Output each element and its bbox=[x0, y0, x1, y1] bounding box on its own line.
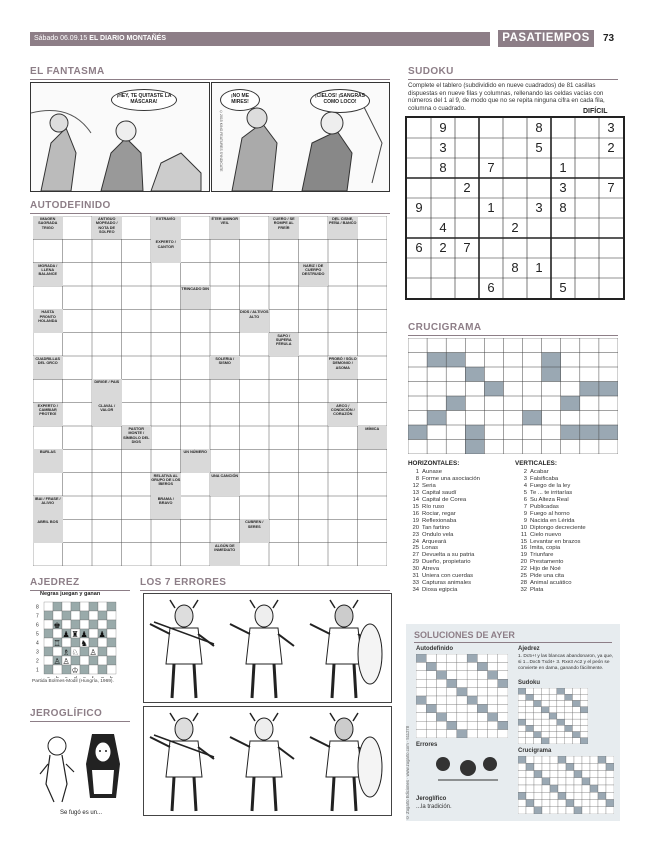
clue-number: 19 bbox=[520, 552, 527, 559]
chess-file-label bbox=[92, 676, 94, 678]
shield bbox=[358, 737, 382, 797]
fantasma-rule bbox=[30, 79, 390, 80]
autodefinido-clue-cell: DEL CISNE, PEÑA / BANCO bbox=[328, 216, 358, 239]
clue-text: Diosa egipcia bbox=[422, 587, 458, 594]
autodefinido-clue-cell: ALGÚN DE INMEDIATO bbox=[210, 543, 240, 566]
clue-item bbox=[512, 504, 622, 511]
sudoku-given-cell: 2 bbox=[463, 180, 471, 195]
clue-text: Rociar, regar bbox=[422, 510, 456, 517]
sudoku-board bbox=[405, 116, 625, 300]
sol-ajedrez-title: Ajedrez bbox=[518, 646, 540, 652]
sol-errores-drawing bbox=[428, 750, 508, 786]
chess-piece: ♜ bbox=[71, 630, 79, 639]
chess-rank-label: 4 bbox=[36, 640, 39, 647]
clue-item bbox=[512, 587, 622, 594]
sudoku-given-cell: 7 bbox=[607, 180, 615, 195]
comic-panel-2 bbox=[211, 82, 390, 192]
sol-errores-title: Errores bbox=[416, 742, 438, 748]
knight-figure bbox=[230, 600, 294, 698]
clue-number: 20 bbox=[412, 524, 419, 531]
sudoku-given-cell: 7 bbox=[487, 160, 495, 175]
siete-errores-title: LOS 7 ERRORES bbox=[140, 577, 227, 588]
clue-item bbox=[404, 511, 512, 518]
clue-text: Animal acuático bbox=[530, 580, 572, 587]
sudoku-given-cell: 1 bbox=[559, 160, 567, 175]
sol-autodefinido-grid bbox=[416, 654, 508, 738]
clue-text: Cielo nuevo bbox=[530, 531, 562, 538]
clue-item bbox=[404, 483, 512, 490]
clue-number: 30 bbox=[412, 566, 419, 573]
sol-sudoku-grid bbox=[518, 688, 588, 744]
jeroglifico-drawing bbox=[32, 724, 128, 808]
sudoku-given-cell: 3 bbox=[559, 180, 567, 195]
sol-sudoku-title: Sudoku bbox=[518, 680, 540, 686]
clue-text: Fuego de la ley bbox=[530, 482, 571, 489]
sudoku-instructions: Complete el tablero (subdividido en nueve cuadrados) de 81 casillas dispuestas en nueve filas y columnas, rellenando las celdas vacías con números del 1 al 9, de modo que no se repita ninguna cifra en cada fila, columna o cuadrado. bbox=[408, 82, 605, 112]
sol-autodefinido-title: Autodefinido bbox=[416, 646, 453, 652]
autodefinido-clue-cell: MORADA / LLENA BALANCE bbox=[33, 263, 63, 286]
knights-drawing-top bbox=[144, 594, 391, 702]
verticales-heading: VERTICALES: bbox=[515, 460, 557, 467]
sol-jeroglifico-text: ...la tradición. bbox=[416, 804, 452, 810]
autodefinido-clue-cell: ANTIGUO MOPEADO / NOTA DE SOLFEO bbox=[92, 216, 122, 239]
jeroglifico-rule bbox=[30, 721, 130, 722]
clue-number: 11 bbox=[520, 531, 527, 538]
clue-text: Uniera con cuerdas bbox=[422, 573, 474, 580]
chess-file-label bbox=[65, 676, 68, 678]
chess-piece: ♚ bbox=[53, 621, 61, 630]
clue-text: Plata bbox=[530, 587, 544, 594]
clue-item bbox=[512, 532, 622, 539]
chess-piece: ♙ bbox=[89, 648, 97, 657]
autodefinido-clue-cell: EXPERTO / CAMBIAR PROTEGÍ bbox=[33, 403, 63, 426]
crucigrama-rule bbox=[408, 335, 618, 336]
clue-item bbox=[404, 539, 512, 546]
chess-piece: ♔ bbox=[71, 666, 79, 675]
clue-number: 9 bbox=[523, 517, 527, 524]
clue-number: 16 bbox=[412, 510, 419, 517]
clue-text: Río ruso bbox=[422, 503, 445, 510]
clue-item bbox=[404, 580, 512, 587]
clue-text: Levantar en brazos bbox=[530, 538, 581, 545]
clue-number: 8 bbox=[415, 475, 419, 482]
chess-piece: ♗ bbox=[62, 648, 70, 657]
clue-text: Diptongo decreciente bbox=[530, 524, 586, 531]
clue-item bbox=[404, 532, 512, 539]
header-date: Sábado 06.09.15 bbox=[34, 35, 88, 42]
comic-credits: ©2015 KING FEATURES SYNDICATE bbox=[219, 110, 223, 172]
clue-text: Capturas animales bbox=[422, 580, 472, 587]
crucigrama-grid bbox=[408, 338, 618, 454]
ajedrez-title: AJEDREZ bbox=[30, 577, 80, 588]
clue-number: 1 bbox=[415, 469, 419, 475]
autodefinido-clue-cell: BRAMA / BRAVO bbox=[151, 496, 181, 519]
clue-text: Triunfare bbox=[530, 552, 554, 559]
knight-figure bbox=[150, 600, 214, 698]
autodefinido-clue-cell: SOLERIA / SISMO bbox=[210, 356, 240, 379]
chess-piece: ♟ bbox=[80, 630, 88, 639]
clue-text: Pide una cita bbox=[530, 573, 565, 580]
sol-crucigrama-grid-svg bbox=[518, 756, 614, 814]
section-title: PASATIEMPOS bbox=[498, 30, 594, 47]
autodefinido-clue-cell: MÍMICA bbox=[358, 426, 388, 449]
autodefinido-clue-cell: CLAVAL / VALOR bbox=[92, 403, 122, 426]
clue-text: Devuelta a su patria bbox=[422, 552, 475, 559]
sol-autodefinido-grid-svg bbox=[416, 654, 508, 738]
autodefinido-title: AUTODEFINIDO bbox=[30, 200, 111, 211]
sudoku-given-cell: 3 bbox=[439, 140, 447, 155]
horizontales-list bbox=[404, 469, 512, 594]
clue-number: 27 bbox=[412, 552, 419, 559]
clue-text: Publicadas bbox=[530, 503, 559, 510]
autodefinido-clue-cell: TRINCADO DIN bbox=[181, 286, 211, 309]
clue-item bbox=[512, 573, 622, 580]
sudoku-given-cell: 8 bbox=[439, 160, 447, 175]
clue-number: 6 bbox=[523, 496, 527, 503]
ajedrez-caption-top: Negras juegan y ganan bbox=[40, 591, 101, 597]
sudoku-given-cell: 6 bbox=[487, 280, 495, 295]
clue-number: 24 bbox=[412, 538, 419, 545]
autodefinido-clue-cell: SAPO / SUPERA FÉRULA bbox=[269, 333, 299, 356]
knight-figure bbox=[150, 713, 214, 811]
clue-number: 23 bbox=[412, 531, 419, 538]
autodefinido-clue-cell: PASTOR MONTE / SÍMBOLO DEL DIOS bbox=[122, 426, 152, 449]
clue-text: Hijo de Noé bbox=[530, 566, 561, 573]
clue-text: Dueño, propietario bbox=[422, 559, 471, 566]
sol-vertical-credit: © Zugarto Ediciones · www.zugarto.com · 511278 bbox=[405, 725, 410, 820]
clue-item bbox=[512, 559, 622, 566]
chess-board-svg bbox=[32, 598, 128, 678]
clue-number: 15 bbox=[412, 503, 419, 510]
autodefinido-clue-cell: EXTRAVÍO bbox=[151, 216, 181, 239]
autodefinido-clue-cell: EXPERTO / CANTOR bbox=[151, 239, 181, 262]
clue-number: 32 bbox=[520, 587, 527, 594]
errores-image-top bbox=[143, 593, 392, 703]
chess-piece: ♞ bbox=[80, 639, 88, 648]
sol-jeroglifico-title: Jeroglífico bbox=[416, 796, 447, 802]
chess-piece: ♖ bbox=[53, 639, 61, 648]
chess-rank-label: 2 bbox=[36, 658, 39, 665]
clue-text: Capital de Corea bbox=[422, 496, 467, 503]
clue-item bbox=[404, 559, 512, 566]
chess-board bbox=[32, 598, 128, 678]
chess-piece: ♟ bbox=[98, 630, 106, 639]
clue-text: Acabar bbox=[530, 469, 549, 475]
sol-sudoku-grid-svg bbox=[518, 688, 588, 744]
clue-item bbox=[404, 566, 512, 573]
sudoku-given-cell: 8 bbox=[535, 120, 543, 135]
clue-number: 33 bbox=[412, 580, 419, 587]
clue-number: 31 bbox=[412, 573, 419, 580]
autodefinido-clue-cell: ÉTER AMINOR VEIL bbox=[210, 216, 240, 239]
autodefinido-clue-cell: NARIZ / DE CUERPO DESTRUIDO bbox=[299, 263, 329, 286]
sudoku-rule bbox=[408, 79, 618, 80]
siete-errores-rule bbox=[140, 590, 390, 591]
autodefinido-clue-cell: CUBREN / SERES bbox=[240, 519, 270, 542]
clue-text: Ondulo vela bbox=[422, 531, 454, 538]
clue-text: Capital saudí bbox=[422, 489, 457, 496]
comic-panel-1 bbox=[30, 82, 210, 192]
soluciones-rule bbox=[414, 642, 612, 643]
autodefinido-clue-cell: CUERO / SE ROMPE AL FREÍR bbox=[269, 216, 299, 239]
fantasma-title: EL FANTASMA bbox=[30, 66, 105, 77]
header-newspaper: EL DIARIO MONTAÑÉS bbox=[89, 35, 167, 42]
clue-text: Tan fartino bbox=[422, 524, 450, 531]
clue-number: 7 bbox=[523, 503, 527, 510]
clue-item bbox=[512, 497, 622, 504]
page-header-bar bbox=[30, 32, 490, 46]
chess-file-label bbox=[56, 676, 59, 678]
page-number: 73 bbox=[603, 33, 615, 44]
sudoku-given-cell: 6 bbox=[415, 240, 423, 255]
autodefinido-grid bbox=[33, 216, 387, 566]
sudoku-difficulty: DIFÍCIL bbox=[583, 108, 608, 115]
clue-item bbox=[512, 490, 622, 497]
clue-number: 34 bbox=[412, 587, 419, 594]
jeroglifico-title: JEROGLÍFICO bbox=[30, 708, 103, 719]
clue-number: 4 bbox=[523, 482, 527, 489]
knights-drawing-bottom bbox=[144, 707, 391, 815]
clue-item bbox=[404, 504, 512, 511]
clue-item bbox=[512, 539, 622, 546]
clue-item bbox=[404, 525, 512, 532]
clue-item bbox=[404, 573, 512, 580]
chess-rank-label: 6 bbox=[36, 622, 39, 629]
shield bbox=[358, 624, 382, 684]
clue-number: 13 bbox=[412, 489, 419, 496]
sudoku-given-cell: 5 bbox=[535, 140, 543, 155]
sudoku-given-cell: 3 bbox=[535, 200, 543, 215]
clue-text: Imita, copia bbox=[530, 545, 561, 552]
autodefinido-clue-cell: IMAGEN SAGRADA TRIGO bbox=[33, 216, 63, 239]
clue-item bbox=[512, 552, 622, 559]
clue-number: 22 bbox=[520, 566, 527, 573]
clue-item bbox=[512, 580, 622, 587]
clue-text: Reflexionaba bbox=[422, 517, 457, 524]
sol-crucigrama-title: Crucigrama bbox=[518, 748, 552, 754]
clue-text: Su Alteza Real bbox=[530, 496, 569, 503]
clue-text: Prestamento bbox=[530, 559, 564, 566]
clue-number: 19 bbox=[412, 517, 419, 524]
clue-text: Te ... te irritarías bbox=[530, 489, 573, 496]
clue-text: Seria bbox=[422, 482, 436, 489]
chess-file-label bbox=[74, 676, 77, 678]
sudoku-given-cell: 2 bbox=[439, 240, 447, 255]
horizontales-heading: HORIZONTALES: bbox=[408, 460, 460, 467]
sudoku-given-cell: 9 bbox=[415, 200, 423, 215]
clue-item bbox=[404, 469, 512, 476]
sudoku-given-cell: 7 bbox=[463, 240, 471, 255]
clue-number: 3 bbox=[523, 475, 527, 482]
clue-text: Fuego al horno bbox=[530, 510, 570, 517]
clue-item bbox=[404, 497, 512, 504]
clue-item bbox=[512, 525, 622, 532]
sudoku-given-cell: 9 bbox=[439, 120, 447, 135]
verticales-list bbox=[512, 469, 622, 594]
clue-item bbox=[404, 545, 512, 552]
clue-number: 12 bbox=[412, 482, 419, 489]
clue-item bbox=[404, 587, 512, 594]
clue-item bbox=[512, 483, 622, 490]
sudoku-given-cell: 8 bbox=[511, 260, 519, 275]
sudoku-title: SUDOKU bbox=[408, 66, 454, 77]
chess-file-label bbox=[83, 676, 86, 678]
clue-text: Aunase bbox=[422, 469, 442, 475]
autodefinido-clue-cell: HASTA PRONTO HOLANDA bbox=[33, 309, 63, 332]
clue-text: Nacida en Lérida bbox=[530, 517, 575, 524]
autodefinido-clue-cell: PROBÓ / SÓLO DEMONIO / ASOMA bbox=[328, 356, 358, 379]
autodefinido-clue-cell: DIOS / ALTIVOS ALTO bbox=[240, 309, 270, 332]
chess-rank-label: 3 bbox=[36, 649, 39, 656]
clue-number: 29 bbox=[412, 559, 419, 566]
chess-piece: ♙ bbox=[62, 657, 70, 666]
autodefinido-clue-cell: CUADRILLAS DEL ORCO bbox=[33, 356, 63, 379]
clue-number: 9 bbox=[523, 510, 527, 517]
sol-crucigrama-grid bbox=[518, 756, 614, 814]
clue-number: 25 bbox=[520, 573, 527, 580]
clue-number: 15 bbox=[520, 538, 527, 545]
clue-number: 14 bbox=[412, 496, 419, 503]
chess-piece: ♙ bbox=[53, 657, 61, 666]
ajedrez-caption-bottom: Partida Bolmes-Modil (Hungría, 1969). bbox=[32, 679, 114, 684]
clue-item bbox=[512, 518, 622, 525]
clue-text: Forme una asociación bbox=[422, 475, 480, 482]
sudoku-given-cell: 1 bbox=[487, 200, 495, 215]
clue-item bbox=[512, 476, 622, 483]
chess-rank-label: 7 bbox=[36, 613, 39, 620]
sudoku-given-cell: 1 bbox=[535, 260, 543, 275]
autodefinido-clue-cell: UN NÚMERO bbox=[181, 449, 211, 472]
autodefinido-clue-cell: DIRIGE / PAIS bbox=[92, 379, 122, 402]
speech-bubble-3: ¡CIELOS! ¡SANGRAS COMO LOCO! bbox=[310, 89, 370, 113]
sudoku-given-cell: 2 bbox=[607, 140, 615, 155]
speech-bubble-1: ¡HEY, TE QUITASTE LA MÁSCARA! bbox=[111, 89, 177, 111]
speech-bubble-2: ¡NO ME MIRES! bbox=[220, 89, 260, 111]
chess-file-label bbox=[110, 676, 113, 678]
clue-item bbox=[404, 490, 512, 497]
chess-piece: ♘ bbox=[71, 648, 79, 657]
clue-text: Atreva bbox=[422, 566, 440, 573]
chess-file-label bbox=[101, 676, 104, 678]
errores-image-bottom bbox=[143, 706, 392, 816]
sudoku-given-cell: 5 bbox=[559, 280, 567, 295]
crucigrama-grid-lines bbox=[408, 338, 618, 454]
clue-item bbox=[404, 552, 512, 559]
clue-item bbox=[512, 511, 622, 518]
autodefinido-clue-cell: ARCO / CONDICIÓN / CORAZÓN bbox=[328, 403, 358, 426]
jeroglifico-image bbox=[32, 724, 128, 808]
crucigrama-title: CRUCIGRAMA bbox=[408, 322, 482, 333]
clue-text: Lonas bbox=[422, 545, 439, 552]
autodefinido-clue-cell: UNA CANCIÓN bbox=[210, 473, 240, 496]
soluciones-box bbox=[406, 624, 620, 821]
chess-piece: ♟ bbox=[62, 630, 70, 639]
clue-item bbox=[404, 476, 512, 483]
clue-text: Falsificaba bbox=[530, 475, 559, 482]
chess-rank-label: 5 bbox=[36, 631, 39, 638]
clue-number: 25 bbox=[412, 545, 419, 552]
sol-errores-image bbox=[428, 750, 508, 786]
clue-number: 16 bbox=[520, 545, 527, 552]
clue-number: 20 bbox=[520, 559, 527, 566]
autodefinido-clue-cell: ABRIL BOS bbox=[33, 519, 63, 542]
clue-number: 10 bbox=[520, 524, 527, 531]
sudoku-given-cell: 8 bbox=[559, 200, 567, 215]
sudoku-given-cell: 4 bbox=[439, 220, 447, 235]
autodefinido-rule bbox=[30, 213, 390, 214]
autodefinido-clue-cell: RELATIVA AL GRUPO DE LOS ÍBEROS bbox=[151, 473, 181, 496]
jeroglifico-caption: Se fugó es un... bbox=[60, 810, 103, 816]
autodefinido-clue-cell: IBAI / FRASE / ALIVIO bbox=[33, 496, 63, 519]
chess-file-label bbox=[47, 676, 50, 678]
clue-item bbox=[512, 545, 622, 552]
clue-text: Arqueará bbox=[422, 538, 447, 545]
clue-item bbox=[404, 518, 512, 525]
clue-item bbox=[512, 566, 622, 573]
clue-number: 2 bbox=[523, 469, 527, 475]
autodefinido-grid-lines bbox=[33, 216, 387, 566]
clue-number: 5 bbox=[523, 489, 527, 496]
chess-rank-label: 1 bbox=[36, 667, 39, 674]
clue-number: 28 bbox=[520, 580, 527, 587]
autodefinido-clue-cell: BURLAS bbox=[33, 449, 63, 472]
soluciones-title: SOLUCIONES DE AYER bbox=[414, 630, 515, 640]
sudoku-given-cell: 3 bbox=[607, 120, 615, 135]
knight-figure bbox=[230, 713, 294, 811]
clue-item bbox=[512, 469, 622, 476]
sol-ajedrez-text: 1. Dc5+! y las blancas abandonaron, ya que, si 1...Dxc5 Txd4+ 3. Rxe3 Ac2 y el peón se convierte en dama, ganando fácilmente. bbox=[518, 654, 614, 671]
sudoku-given-cell: 2 bbox=[511, 220, 519, 235]
chess-rank-label: 8 bbox=[36, 604, 39, 611]
